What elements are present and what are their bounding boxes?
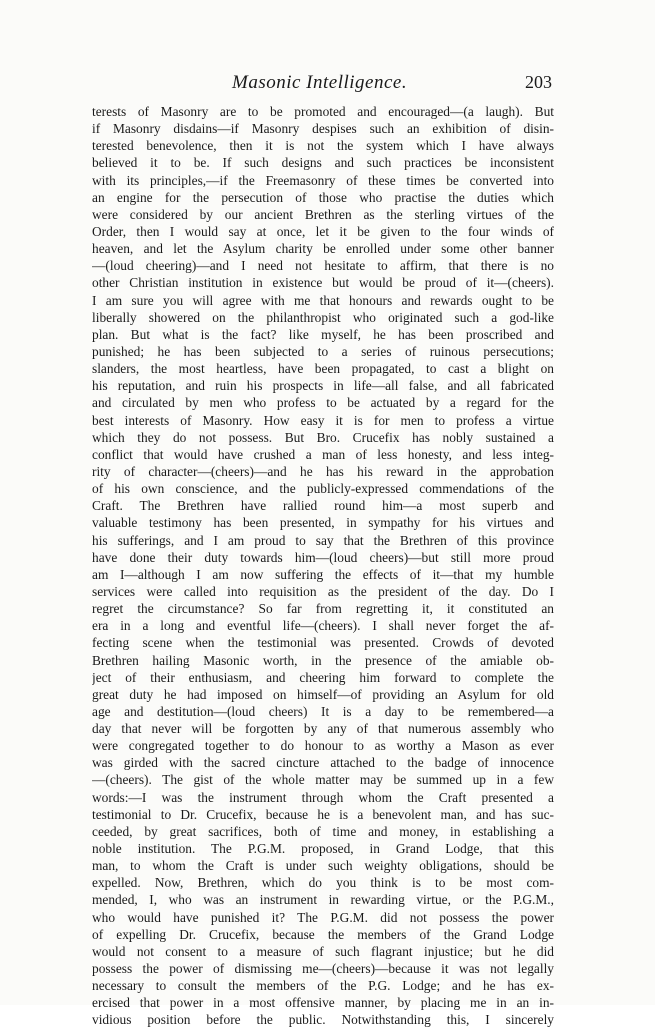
text-line: which they do not possess. But Bro. Crucefix has nobly sustained a	[92, 429, 554, 445]
text-line: services were called into requisition as the president of the day. Do I	[92, 583, 554, 599]
text-line: other Christian institution in existence but would be proud of it—(cheers).	[92, 275, 554, 291]
text-line: era in a long and eventful life—(cheers). I shall never forget the af-	[92, 618, 554, 634]
text-line: were considered by our ancient Brethren as the sterling virtues of the	[92, 206, 554, 222]
text-line: liberally showered on the philanthropist who originated such a god-like	[92, 309, 554, 325]
text-line: of expelling Dr. Crucefix, because the members of the Grand Lodge	[92, 926, 554, 942]
text-line: vidious position before the public. Notwithstanding this, I sincerely	[92, 1012, 554, 1028]
text-line: words:—I was the instrument through whom the Craft presented a	[92, 789, 554, 805]
text-line: slanders, the most heartless, have been propagated, to cast a blight on	[92, 361, 554, 377]
text-line: Order, then I would say at once, let it be given to the four winds of	[92, 223, 554, 239]
text-line: an engine for the persecution of those who practise the duties which	[92, 189, 554, 205]
text-line: who would have punished it? The P.G.M. did not possess the power	[92, 909, 554, 925]
page-header	[92, 72, 552, 100]
text-line: regret the circumstance? So far from regretting it, it constituted an	[92, 601, 554, 617]
page-number: 203	[525, 72, 552, 92]
text-line: Craft. The Brethren have rallied round him—a most superb and	[92, 498, 554, 514]
text-line: testimonial to Dr. Crucefix, because he is a benevolent man, and has suc-	[92, 806, 554, 822]
text-line: —(loud cheering)—and I need not hesitate to affirm, that there is no	[92, 258, 554, 274]
text-line: were congregated together to do honour to as worthy a Mason as ever	[92, 738, 554, 754]
running-title: Masonic Intelligence.	[232, 72, 408, 93]
text-line: best interests of Masonry. How easy it is for men to profess a virtue	[92, 412, 554, 428]
text-line: punished; he has been subjected to a series of ruinous persecutions;	[92, 343, 554, 359]
text-line: have done their duty towards him—(loud cheers)—but still more proud	[92, 549, 554, 565]
text-line: necessary to consult the members of the P.G. Lodge; and he has ex-	[92, 978, 554, 994]
text-line: ject of their enthusiasm, and cheering him forward to complete the	[92, 669, 554, 685]
text-line: —(cheers). The gist of the whole matter may be summed up in a few	[92, 772, 554, 788]
text-line: possess the power of dismissing me—(cheers)—because it was not legally	[92, 961, 554, 977]
text-line: am I—although I am now suffering the effects of it—that my humble	[92, 566, 554, 582]
text-line: was girded with the sacred cincture attached to the badge of innocence	[92, 755, 554, 771]
text-line: age and destitution—(loud cheers) It is a day to be remembered—a	[92, 703, 554, 719]
text-line: fecting scene when the testimonial was presented. Crowds of devoted	[92, 635, 554, 651]
text-line: his sufferings, and I am proud to say that the Brethren of this province	[92, 532, 554, 548]
text-line: would not consent to a measure of such flagrant injustice; but he did	[92, 943, 554, 959]
text-line: rity of character—(cheers)—and he has his reward in the approbation	[92, 463, 554, 479]
text-line: ceeded, by great sacrifices, both of time and money, in establishing a	[92, 823, 554, 839]
text-line: day that never will be forgotten by any of that numerous assembly who	[92, 721, 554, 737]
text-line: with its principles,—if the Freemasonry of these times be converted into	[92, 172, 554, 188]
text-line: terests of Masonry are to be promoted and encouraged—(a laugh). But	[92, 104, 554, 119]
text-line: conflict that would have crushed a man of less honesty, and less integ-	[92, 446, 554, 462]
text-line: heaven, and let the Asylum charity be enrolled under some other banner	[92, 241, 554, 257]
text-line: plan. But what is the fact? like myself, he has been proscribed and	[92, 326, 554, 342]
text-line: if Masonry disdains—if Masonry despises such an exhibition of disin-	[92, 121, 554, 137]
text-line: his reputation, and ruin his prospects in life—all false, and all fabricated	[92, 378, 554, 394]
text-line: noble institution. The P.G.M. proposed, in Grand Lodge, that this	[92, 841, 554, 857]
text-line: valuable testimony has been presented, in sympathy for his virtues and	[92, 515, 554, 531]
text-line: I am sure you will agree with me that honours and rewards ought to be	[92, 292, 554, 308]
text-line: man, to whom the Craft is under such weighty obligations, should be	[92, 858, 554, 874]
text-line: mended, I, who was an instrument in rewarding virtue, or the P.G.M.,	[92, 892, 554, 908]
text-line: Brethren hailing Masonic worth, in the presence of the amiable ob-	[92, 652, 554, 668]
text-line: great duty he had imposed on himself—of providing an Asylum for old	[92, 686, 554, 702]
text-line: believed it to be. If such designs and such practices be inconsistent	[92, 155, 554, 171]
text-line: of his own conscience, and the publicly-expressed commendations of the	[92, 481, 554, 497]
body-text	[92, 103, 554, 1029]
text-line: and circulated by men who profess to be actuated by a regard for the	[92, 395, 554, 411]
text-line: terested benevolence, then it is not the system which I have always	[92, 138, 554, 154]
text-line: ercised that power in a most offensive manner, by placing me in an in-	[92, 995, 554, 1011]
text-line: expelled. Now, Brethren, which do you think is to be most com-	[92, 875, 554, 891]
